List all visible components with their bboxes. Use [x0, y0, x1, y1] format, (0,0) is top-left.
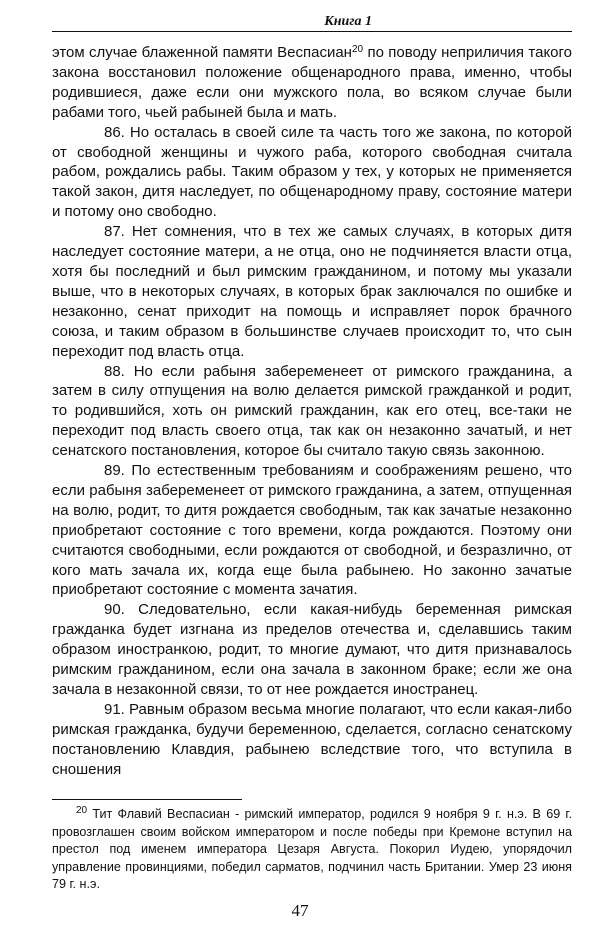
paragraph-86 — [52, 123, 572, 223]
footnote-text: Тит Флавий Веспасиан - римский император, родился 9 ноября 9 г. н.э. В 69 г. провозглашен своим войском императором и после победы при Кремоне вступил на престол под именем императора Цезаря Августа. Покорил Иудею, упорядочил управление провинциями, победил сарматов, подчинил часть Британии. Умер 23 июня 79 г. н.э. — [52, 807, 572, 892]
footnote — [52, 806, 572, 894]
paragraph-number: 90. — [104, 601, 125, 619]
paragraph-text: Следовательно, если какая-нибудь беременная римская гражданка будет изгнана из пределов отечества и, сделавшись таким образом иностранкою, родит, то многие думают, что дитя признавалось римским гражданином, если она зачала в законном браке; если же она зачала в незаконной связи, то от нее рождается иностранец. — [52, 601, 572, 698]
page-number: 47 — [291, 901, 309, 920]
paragraph-text: этом случае блаженной памяти Веспасиан — [52, 44, 352, 61]
paragraph-89 — [52, 461, 572, 600]
paragraph-text: Но если рабыня забеременеет от римского гражданина, а затем в силу отпущения на волю делается римской гражданкой и родит, то родившийся, хоть он римский гражданин, как его отец, все-таки не переходит под власть своего отца, так как он незаконно зачатый, и нет сенатского постановления, которое бы считало такую связь законною. — [52, 362, 572, 460]
running-header — [52, 14, 572, 36]
paragraph-number: 88. — [104, 362, 125, 380]
paragraph-number: 91. — [104, 700, 125, 718]
paragraph-91 — [52, 700, 572, 780]
paragraph-continued — [52, 43, 572, 123]
paragraph-text: По естественным требованиям и соображениям решено, что если рабыня забеременеет от римского гражданина, а затем, отпущенная на волю, родит, то дитя рождается свободным, так как зачатые незаконно приобретают состояние с того времени, когда рождаются. Поэтому они считаются свободными, если рождаются от свободной, и безразлично, от кого мать зачала их, когда еще была рабынею. Но законно зачатые приобретают состояние с момента зачатия. — [52, 462, 572, 599]
paragraph-number: 86. — [104, 123, 125, 141]
paragraph-text: Нет сомнения, что в тех же самых случаях, в которых дитя наследует состояние матери, а не отца, оно не подчиняется власти отца, хотя бы последний и был римским гражданином, и потому мы указали выше, что в некоторых случаях, в которых брак заключался по ошибке и незаконно, сенат приходит на помощь и исправляет порок брачного союза, и таким образом в большинстве случаев происходит то, что сын переходит под власть отца. — [52, 223, 572, 360]
footnote-reference[interactable]: 20 — [351, 44, 364, 55]
paragraph-number: 87. — [104, 223, 125, 241]
paragraph-90 — [52, 600, 572, 700]
paragraph-number: 89. — [104, 462, 125, 480]
header-rule — [52, 31, 572, 32]
paragraph-text: Но осталась в своей силе та часть того же закона, по которой от свободной женщины и чужого раба, которого свободная считала рабом, рождались рабы. Таким образом у тех, у которых не применяется такой закон, дитя наследует, по общенародному праву, состояние матери и потому оно свободно. — [52, 123, 572, 221]
main-text — [52, 43, 572, 780]
paragraph-87 — [52, 222, 572, 361]
paragraph-88 — [52, 362, 572, 462]
paragraph-text: Равным образом весьма многие полагают, что если какая-либо римская гражданка, будучи беременною, сделается, согласно сенатскому постановлению Клавдия, рабынею вследствие того, что вступила в сношения — [52, 700, 572, 778]
running-title: Книга 1 — [324, 14, 372, 29]
paragraph-text: по поводу неприличия такого закона восстановил положение общенародного права, именно, чтобы родившиеся, даже если они мужского пола, во всяком случае были рабами того, чьей рабыней была и мать. — [52, 44, 572, 121]
footnote-marker: 20 — [76, 805, 88, 816]
footnote-separator — [52, 799, 242, 800]
